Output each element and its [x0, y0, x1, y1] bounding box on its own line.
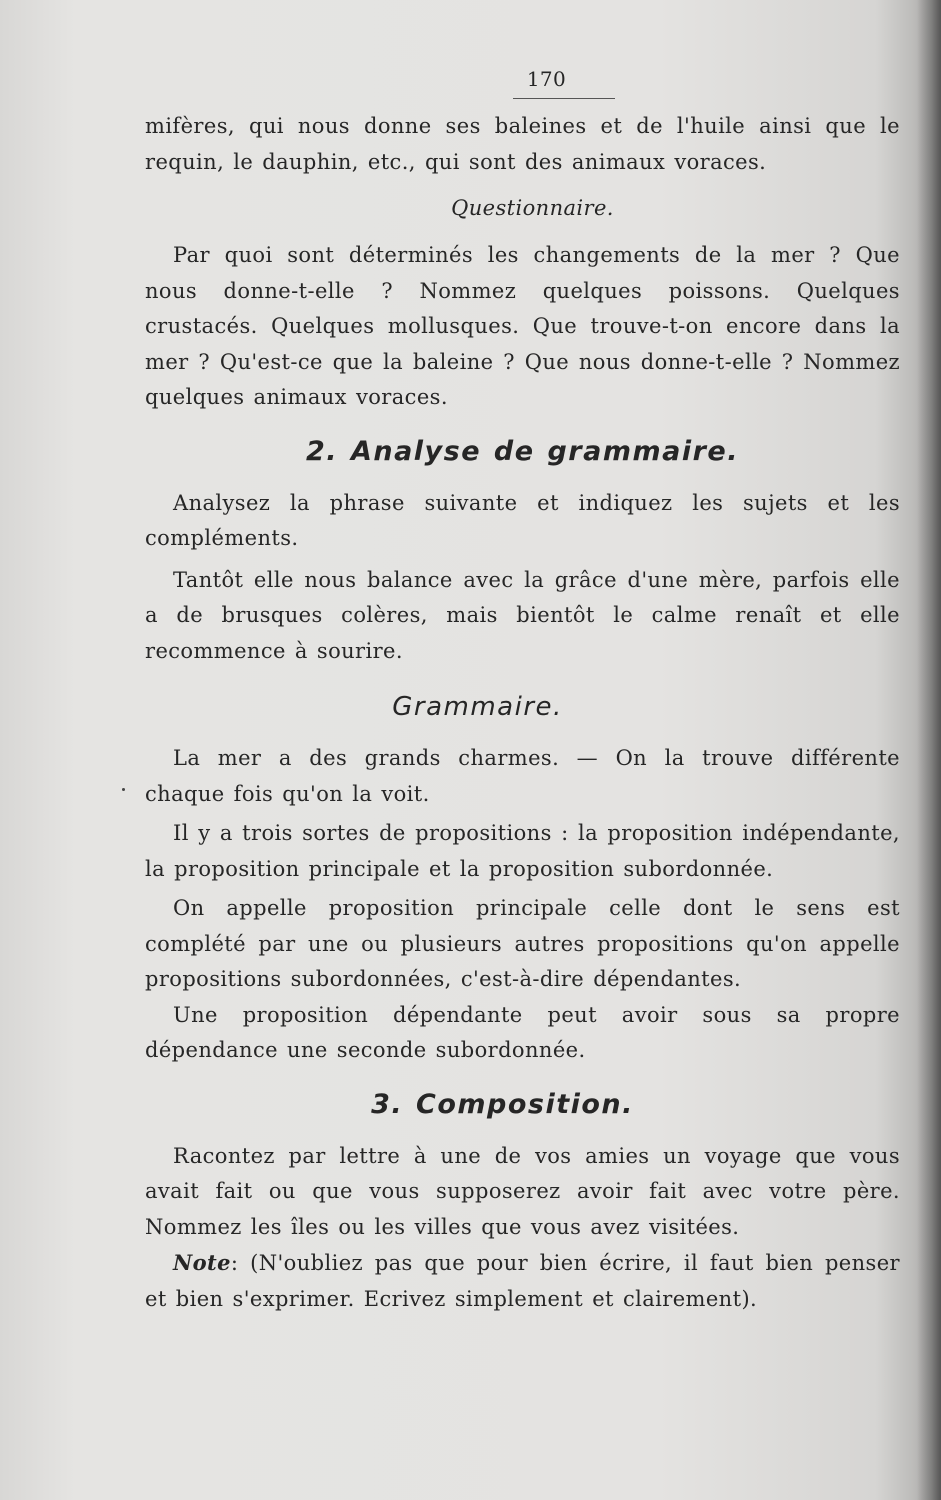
analyse-heading: 2. Analyse de grammaire.: [306, 435, 739, 467]
intro-paragraph: mifères, qui nous donne ses baleines et de l'huile ainsi que le requin, le dauphin, etc., qui sont des animaux voraces.: [145, 114, 900, 174]
grammaire-paragraph: Une proposition dépendante peut avoir sous sa propre dépendance une seconde subordonnée.: [145, 1002, 900, 1062]
analyse-sentence: Tantôt elle nous balance avec la grâce d'une mère, parfois elle a de brusques colères, mais bientôt le calme renaît et elle recommence à sourire.: [145, 567, 900, 663]
grammaire-heading: Grammaire.: [392, 692, 563, 722]
page-number: 170: [526, 67, 567, 91]
questionnaire-text: Par quoi sont déterminés les changements de la mer ? Que nous donne-t-elle ? Nommez quelques poissons. Quelques crustacés. Quelques mollusques. Que trouve-t-on encore dans la mer ? Qu'est-ce que la baleine ? Que nous donne-t-elle ? Nommez quelques animaux voraces.: [145, 243, 900, 409]
grammaire-paragraph: On appelle proposition principale celle dont le sens est complété par une ou plusieurs autres propositions qu'on appelle propositions subordonnées, c'est-à-dire dépendantes.: [145, 896, 900, 991]
page-edge-shadow: [917, 0, 941, 1500]
note-text: : (N'oubliez pas que pour bien écrire, il faut bien penser et bien s'exprimer. Ecrivez simplement et clairement).: [145, 1251, 900, 1311]
questionnaire-heading: Questionnaire.: [451, 196, 614, 220]
note-label: Note: [173, 1250, 231, 1275]
composition-note: [145, 1245, 900, 1317]
grammaire-paragraph: La mer a des grands charmes. — On la trouve différente chaque fois qu'on la voit.: [145, 746, 900, 806]
page-text-column: [145, 60, 900, 1317]
composition-heading: 3. Composition.: [371, 1088, 634, 1120]
grammaire-paragraph: Il y a trois sortes de propositions : la proposition indépendante, la proposition principale et la proposition subordonnée.: [145, 821, 900, 881]
ink-speck: [122, 788, 125, 791]
composition-text: Racontez par lettre à une de vos amies un voyage que vous avait fait ou que vous supposerez avoir fait avec votre père. Nommez les îles ou les villes que vous avez visitées.: [145, 1143, 900, 1239]
analyse-instruction: Analysez la phrase suivante et indiquez les sujets et les compléments.: [145, 490, 900, 550]
